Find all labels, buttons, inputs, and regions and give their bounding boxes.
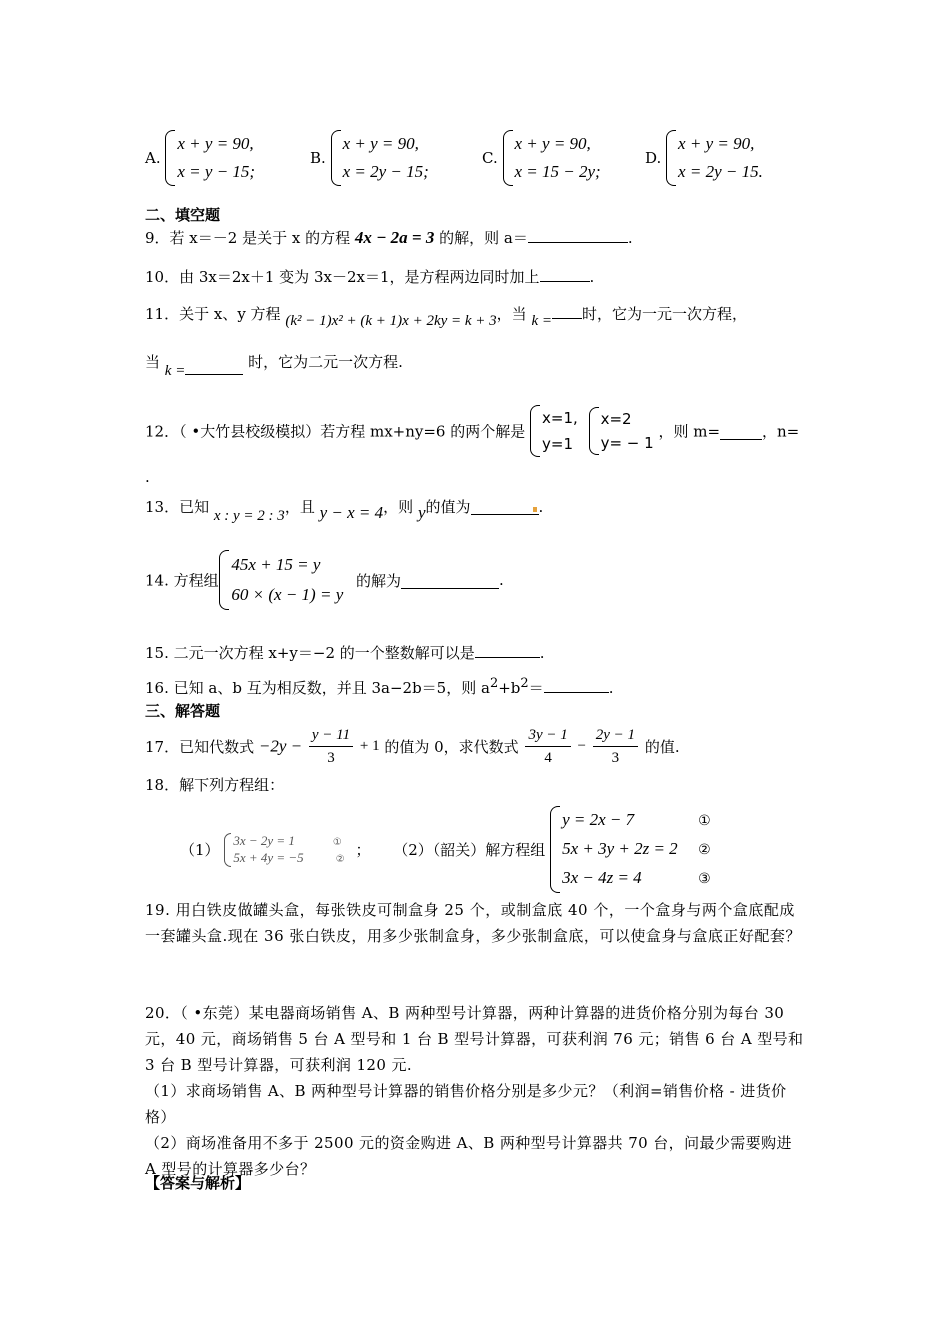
solution-system-1: x=1, y=1 (530, 405, 578, 457)
answer-blank[interactable] (720, 423, 762, 440)
option-letter: B. (310, 149, 326, 167)
answer-blank[interactable] (552, 302, 582, 319)
equation-system-2: y = 2x − 7 ① 5x + 3y + 2z = 2 ② 3x − 4z = 4 ③ (550, 806, 711, 893)
fraction: $\frac{y - 11}{3}$ (309, 724, 353, 769)
equation-system-1: 3x − 2y = 1 ① 5x + 4y = −5 ② (224, 833, 344, 867)
option-b (310, 130, 429, 186)
equation-system: x + y = 90, x = 2y − 15; (331, 130, 429, 186)
equation-system: x + y = 90, x = 2y − 15. (666, 130, 763, 186)
equation-system: x + y = 90, x = y − 15; (165, 130, 255, 186)
equation: 4x − 2a = 3 (354, 228, 435, 247)
equation: (k² − 1)x² + (k + 1)x + 2ky = k + 3 (285, 313, 497, 329)
answer-blank[interactable] (401, 572, 499, 589)
option-letter: D. (645, 149, 662, 167)
question-10: 10．由 3x＝2x＋1 变为 3x－2x＝1，是方程两边同时加上 . (145, 265, 594, 287)
option-c (482, 130, 601, 186)
question-16: 16. 已知 a、b 互为相反数，并且 3a−2b＝5，则 $a^2+b^2=$ . (145, 676, 614, 697)
option-letter: C. (482, 149, 498, 167)
section-heading-fill-blank: 二、填空题 (145, 206, 221, 224)
question-13: 13．已知 x : y = 2 : 3，且 y − x = 4，则 y的值为 . (145, 498, 544, 524)
equation: y − x = 4 (319, 503, 384, 522)
question-18-systems: （1） 3x − 2y = 1 ① 5x + 4y = −5 ② ； （2）（韶关）解方程组 y = 2x − 7 ① 5x + 3y + 2z = 2 ② 3x − 4z = 4 ③ (180, 806, 711, 893)
answer-heading: 【答案与解析】 (145, 1174, 251, 1192)
section-heading-solve: 三、解答题 (145, 702, 221, 720)
answer-blank[interactable] (185, 358, 243, 375)
equation-system: x + y = 90, x = 15 − 2y; (503, 130, 601, 186)
equation-ratio: x : y = 2 : 3 (213, 508, 285, 524)
answer-blank[interactable] (471, 498, 539, 515)
question-11-line2: 当 k = 时，它为二元一次方程. (145, 353, 403, 379)
fraction: $\frac{3y - 1}{4}$ (525, 724, 570, 769)
answer-blank[interactable] (544, 676, 609, 693)
option-letter: A. (145, 149, 161, 167)
solution-system-2: x=2 y= − 1 (589, 407, 654, 455)
question-12-end: . (145, 468, 150, 486)
question-19: 19. 用白铁皮做罐头盒，每张铁皮可制盒身 25 个，或制盒底 40 个，一个盒身与两个盒底配成一套罐头盒.现在 36 张白铁皮，用多少张制盒身，多少张制盒底，可以使盒身与盒底正好配套？ (145, 901, 801, 945)
answer-blank[interactable] (528, 226, 628, 243)
equation-system: 45x + 15 = y 60 × (x − 1) = y (219, 550, 343, 610)
question-11: 11．关于 x、y 方程 (k² − 1)x² + (k + 1)x + 2ky = k + 3，当 k = 时，它为一元一次方程， (145, 302, 747, 324)
answer-blank[interactable] (540, 265, 590, 282)
highlight-mark (533, 507, 537, 512)
question-14: 14. 方程组 45x + 15 = y 60 × (x − 1) = y 的解为 . (145, 550, 504, 610)
question-20: 20．（ •东莞）某电器商场销售 A、B 两种型号计算器，两种计算器的进货价格分别为每台 30 元，40 元，商场销售 5 台 A 型号和 1 台 B 型号计算器，可获利润 76 元；销售 6 台 A 型号和 3 台 B 型号计算器，可获利润 120 元. （1）求商场销售 A、B 两种型号计算器的销售价格分别是多少元？（利润=销售价格 - 进货价格） （2）商场准备用不多于 2500 元的资金购进 A、B 两种型号计算器共 70 台，问最少需要购进 A 型号的计算器多少台？ (145, 1004, 804, 1178)
question-15: 15. 二元一次方程 x+y＝−2 的一个整数解可以是 . (145, 641, 545, 663)
question-17: 17．已知代数式 −2y − $\frac{y - 11}{3}$ + 1 的值为 0，求代数式 $\frac{3y - 1}{4}$ − $\frac{2y - 1}{3}$ 的值. (145, 724, 680, 769)
question-18-title: 18．解下列方程组： (145, 776, 285, 794)
question-9: 9．若 x＝－2 是关于 x 的方程 4x − 2a = 3 的解，则 a＝ . (145, 228, 633, 247)
option-a (145, 130, 255, 186)
question-12: 12．（ •大竹县校级模拟）若方程 mx+ny=6 的两个解是 x=1, y=1 x=2 y= − 1 ，则 m= ，n= (145, 405, 799, 457)
fraction: $\frac{2y - 1}{3}$ (593, 724, 638, 769)
option-d (645, 130, 763, 186)
answer-blank[interactable] (475, 641, 540, 658)
